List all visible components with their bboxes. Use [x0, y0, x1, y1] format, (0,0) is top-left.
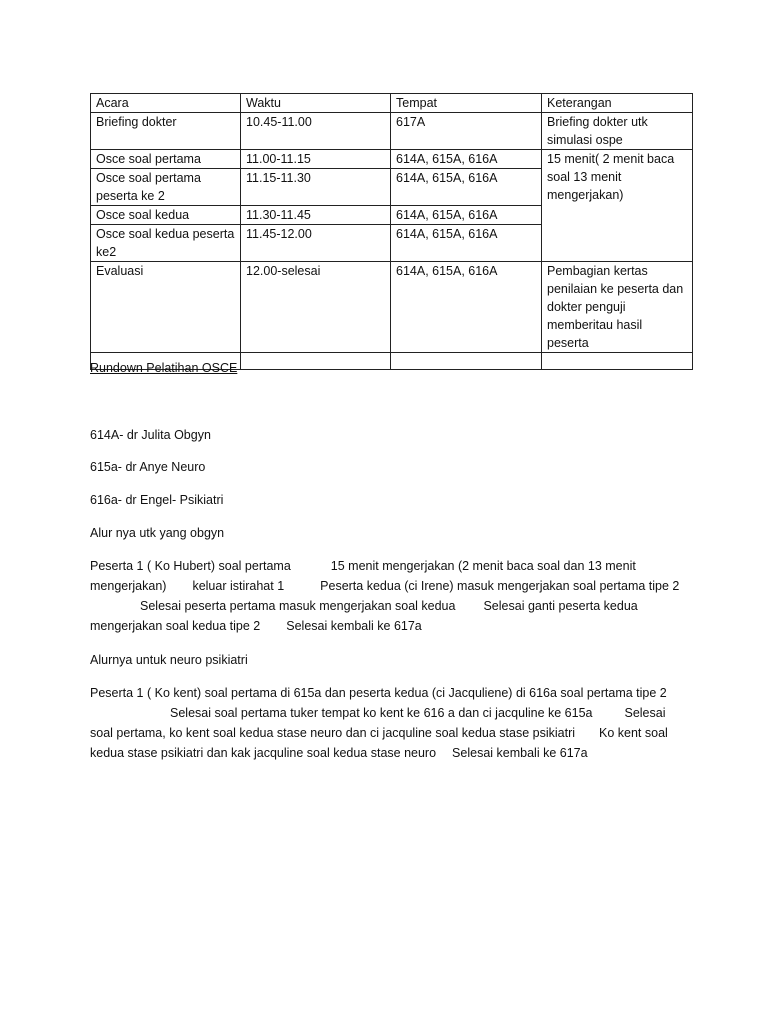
header-waktu: Waktu [241, 94, 391, 113]
neuro-step-3: Selesai soal pertama, ko kent soal kedua stase neuro dan ci jacquline soal kedua stase psikiatri [90, 706, 666, 740]
rundown-table [90, 93, 693, 370]
neuro-step-5: Selesai kembali ke 617a [452, 746, 588, 760]
cell-acara: Osce soal pertama [91, 150, 241, 169]
room-line-615a: 615a- dr Anye Neuro [90, 460, 206, 474]
cell-acara: Briefing dokter [91, 113, 241, 150]
cell-keterangan: Pembagian kertas penilaian ke peserta dan dokter penguji memberitau hasil peserta [542, 262, 693, 353]
cell-tempat: 614A, 615A, 616A [391, 169, 542, 206]
neuro-step-1: Peserta 1 ( Ko kent) soal pertama di 615a dan peserta kedua (ci Jacquliene) di 616a soal pertama tipe 2 [90, 686, 667, 700]
neuro-step-4: Ko kent soal kedua stase psikiatri dan kak jacquline soal kedua stase neuro [90, 726, 668, 760]
cell-tempat: 614A, 615A, 616A [391, 225, 542, 262]
cell-tempat: 614A, 615A, 616A [391, 262, 542, 353]
cell-tempat: 614A, 615A, 616A [391, 150, 542, 169]
obgyn-heading: Alur nya utk yang obgyn [90, 526, 225, 540]
obgyn-step-5: Selesai peserta pertama masuk mengerjakan soal kedua [140, 599, 456, 613]
cell-keterangan: Briefing dokter utk simulasi ospe [542, 113, 693, 150]
neuro-flow-paragraph [90, 683, 685, 763]
table-row [91, 262, 693, 353]
cell-keterangan-merged: 15 menit( 2 menit baca soal 13 menit mengerjakan) [542, 150, 693, 262]
cell-waktu: 11.15-11.30 [241, 169, 391, 206]
cell-tempat: 617A [391, 113, 542, 150]
obgyn-step-3: keluar istirahat 1 [192, 579, 285, 593]
table-row [91, 150, 693, 169]
obgyn-step-4: Peserta kedua (ci Irene) masuk mengerjakan soal pertama tipe 2 [320, 579, 680, 593]
obgyn-step-2: 15 menit mengerjakan (2 menit baca soal dan 13 menit mengerjakan) [90, 559, 636, 593]
cell-acara: Osce soal kedua [91, 206, 241, 225]
cell-waktu: 12.00-selesai [241, 262, 391, 353]
cell-waktu: 11.45-12.00 [241, 225, 391, 262]
header-acara: Acara [91, 94, 241, 113]
obgyn-step-1: Peserta 1 ( Ko Hubert) soal pertama [90, 559, 291, 573]
neuro-step-2: Selesai soal pertama tuker tempat ko kent ke 616 a dan ci jacquline ke 615a [170, 706, 593, 720]
cell-waktu: 11.00-11.15 [241, 150, 391, 169]
header-keterangan: Keterangan [542, 94, 693, 113]
cell-acara: Osce soal kedua peserta ke2 [91, 225, 241, 262]
room-line-614a: 614A- dr Julita Obgyn [90, 428, 211, 442]
cell-empty [391, 353, 542, 370]
obgyn-step-6: Selesai ganti peserta kedua mengerjakan soal kedua tipe 2 [90, 599, 638, 633]
cell-waktu: 11.30-11.45 [241, 206, 391, 225]
table-caption: Rundown Pelatihan OSCE [90, 361, 238, 375]
header-tempat: Tempat [391, 94, 542, 113]
room-line-616a: 616a- dr Engel- Psikiatri [90, 493, 224, 507]
cell-acara: Osce soal pertama peserta ke 2 [91, 169, 241, 206]
table-row [91, 113, 693, 150]
cell-empty [241, 353, 391, 370]
obgyn-flow-paragraph [90, 556, 685, 636]
cell-tempat: 614A, 615A, 616A [391, 206, 542, 225]
table-header-row [91, 94, 693, 113]
obgyn-step-7: Selesai kembali ke 617a [286, 619, 422, 633]
cell-empty [542, 353, 693, 370]
neuro-heading: Alurnya untuk neuro psikiatri [90, 653, 248, 667]
cell-waktu: 10.45-11.00 [241, 113, 391, 150]
cell-acara: Evaluasi [91, 262, 241, 353]
